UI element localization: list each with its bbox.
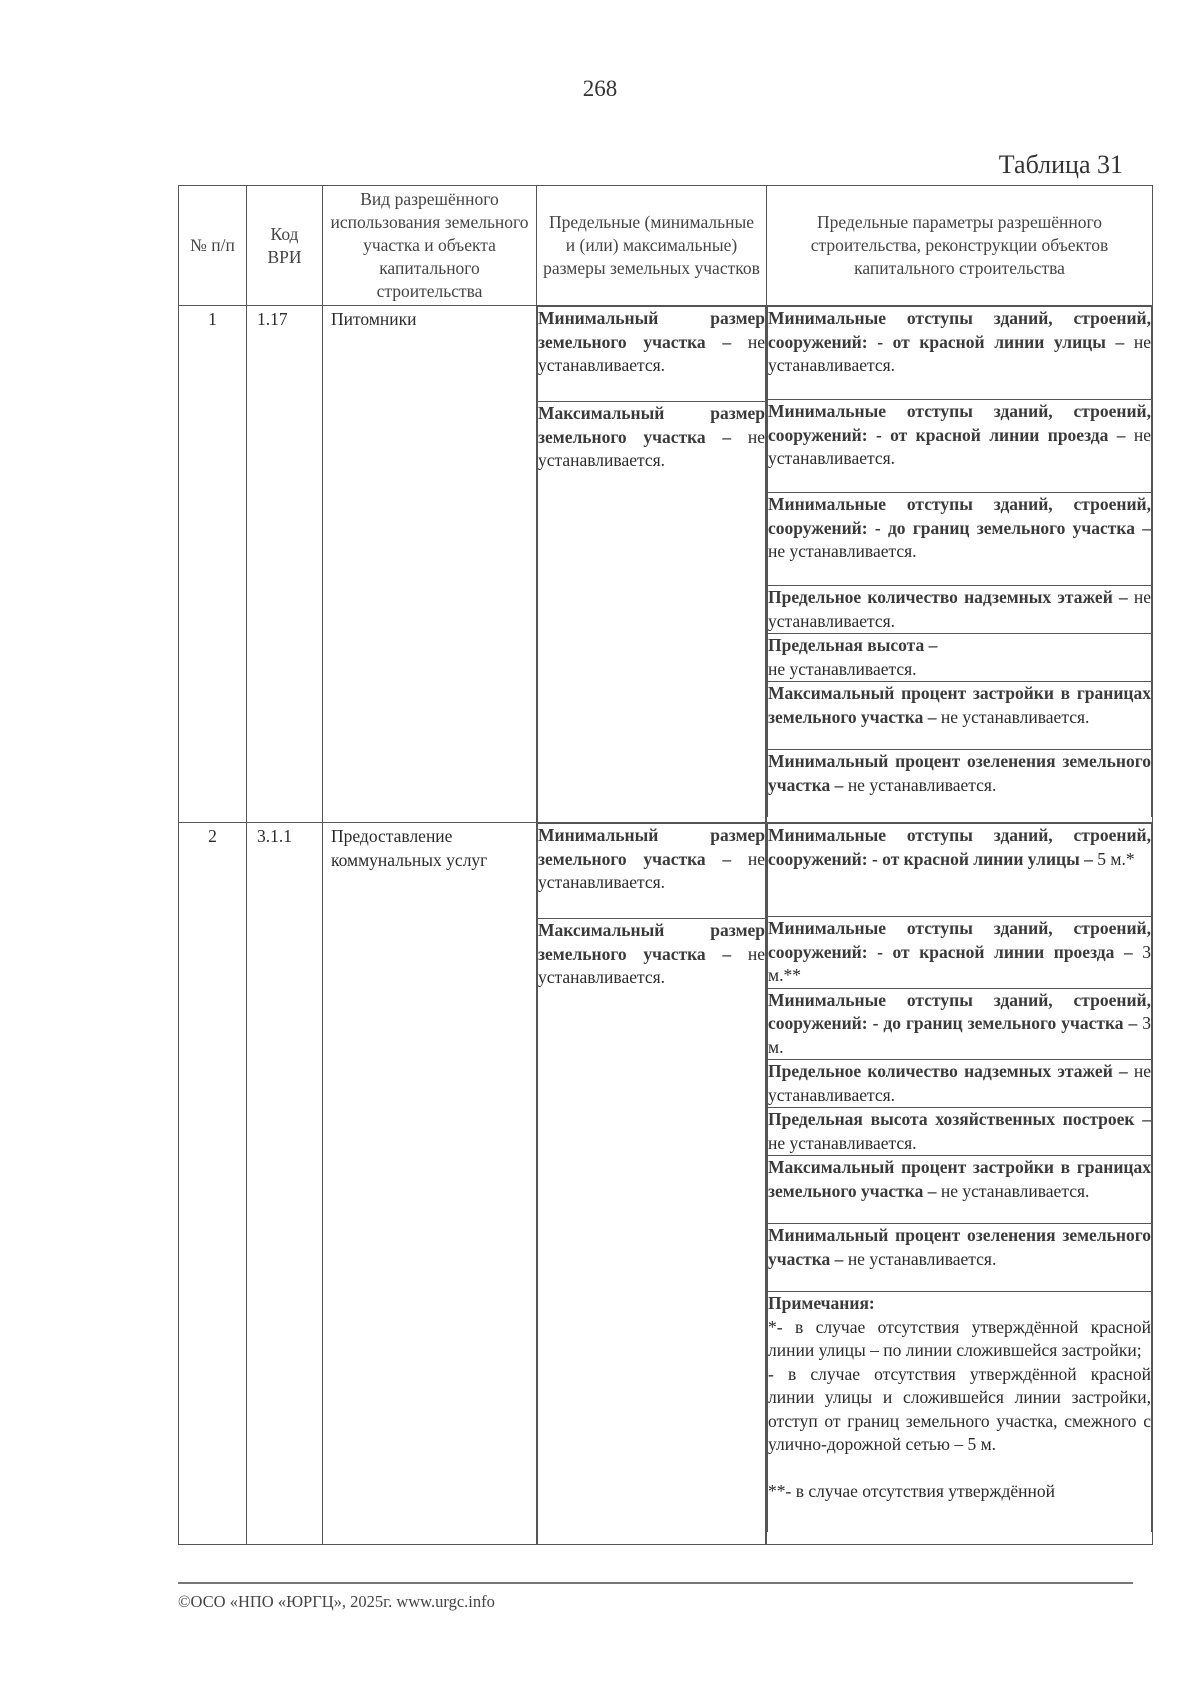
row-params-cell bbox=[767, 823, 1153, 1545]
note-1: *- в случае отсутствия утверждённой красной линии улицы – по линии сложившейся застройки; bbox=[768, 1316, 1151, 1360]
header-num: № п/п bbox=[179, 186, 247, 306]
param-entry: Минимальный процент озеленения земельного участка – не устанавливается. bbox=[768, 1224, 1152, 1292]
header-code: Код ВРИ bbox=[247, 186, 323, 306]
table-row bbox=[179, 306, 1153, 823]
notes-entry bbox=[768, 1292, 1152, 1533]
header-vid: Вид разрешённого использования земельного участка и объекта капитального строительства bbox=[323, 186, 537, 306]
footer-divider bbox=[178, 1582, 1133, 1584]
zoning-parameters-table bbox=[178, 185, 1153, 1545]
row-code: 1.17 bbox=[247, 306, 323, 823]
table-title: Таблица 31 bbox=[998, 150, 1123, 179]
param-entry: Максимальный процент застройки в границах земельного участка – не устанавливается. bbox=[768, 682, 1152, 750]
note-2: - в случае отсутствия утверждённой красной линии улицы и сложившейся линии застройки, отступ от границ земельного участка, смежного с улично-дорожной сетью – 5 м. bbox=[768, 1363, 1151, 1454]
notes-title: Примечания: bbox=[768, 1293, 875, 1313]
size-entry: Максимальный размер земельного участка – не устанавливается. bbox=[538, 402, 766, 823]
param-entry: Минимальные отступы зданий, строений, сооружений: - от красной линии проезда – не устанавливается. bbox=[768, 400, 1152, 493]
table-row bbox=[179, 823, 1153, 1545]
params-subtable bbox=[767, 306, 1152, 817]
param-entry: Предельная высота – не устанавливается. bbox=[768, 634, 1152, 682]
sizes-subtable bbox=[537, 306, 766, 822]
param-entry: Предельное количество надземных этажей – не устанавливается. bbox=[768, 1060, 1152, 1108]
param-entry: Минимальный процент озеленения земельного участка – не устанавливается. bbox=[768, 750, 1152, 818]
param-entry: Минимальные отступы зданий, строений, сооружений: - от красной линии проезда – 3 м.** bbox=[768, 917, 1152, 989]
row-vid: Предоставление коммунальных услуг bbox=[323, 823, 537, 1545]
row-sizes-cell bbox=[537, 306, 767, 823]
param-entry: Предельная высота хозяйственных построек – не устанавливается. bbox=[768, 1108, 1152, 1156]
param-entry: Предельное количество надземных этажей – не устанавливается. bbox=[768, 586, 1152, 634]
row-sizes-cell bbox=[537, 823, 767, 1545]
size-entry: Минимальный размер земельного участка – не устанавливается. bbox=[538, 307, 766, 402]
row-vid: Питомники bbox=[323, 306, 537, 823]
size-entry: Максимальный размер земельного участка – не устанавливается. bbox=[538, 919, 766, 1545]
param-entry: Минимальные отступы зданий, строений, сооружений: - от красной линии улицы – не устанавливается. bbox=[768, 307, 1152, 400]
table-header-row bbox=[179, 186, 1153, 306]
page-number: 268 bbox=[582, 76, 618, 101]
params-subtable bbox=[767, 823, 1152, 1532]
footer-copyright: ©ОСО «НПО «ЮРГЦ», 2025г. www.urgc.info bbox=[178, 1592, 495, 1611]
param-entry: Максимальный процент застройки в границах земельного участка – не устанавливается. bbox=[768, 1156, 1152, 1224]
row-params-cell bbox=[767, 306, 1153, 823]
param-entry: Минимальные отступы зданий, строений, сооружений: - от красной линии улицы – 5 м.* bbox=[768, 824, 1152, 917]
row-code: 3.1.1 bbox=[247, 823, 323, 1545]
header-params: Предельные параметры разрешённого строительства, реконструкции объектов капитального строительства bbox=[767, 186, 1153, 306]
param-entry: Минимальные отступы зданий, строений, сооружений: - до границ земельного участка – не устанавливается. bbox=[768, 493, 1152, 586]
param-entry: Минимальные отступы зданий, строений, сооружений: - до границ земельного участка – 3 м. bbox=[768, 988, 1152, 1060]
row-num: 1 bbox=[179, 306, 247, 823]
note-3: **- в случае отсутствия утверждённой bbox=[768, 1480, 1055, 1501]
header-sizes: Предельные (минимальные и (или) максимальные) размеры земельных участков bbox=[537, 186, 767, 306]
size-entry: Минимальный размер земельного участка – не устанавливается. bbox=[538, 824, 766, 919]
row-num: 2 bbox=[179, 823, 247, 1545]
sizes-subtable bbox=[537, 823, 766, 1544]
